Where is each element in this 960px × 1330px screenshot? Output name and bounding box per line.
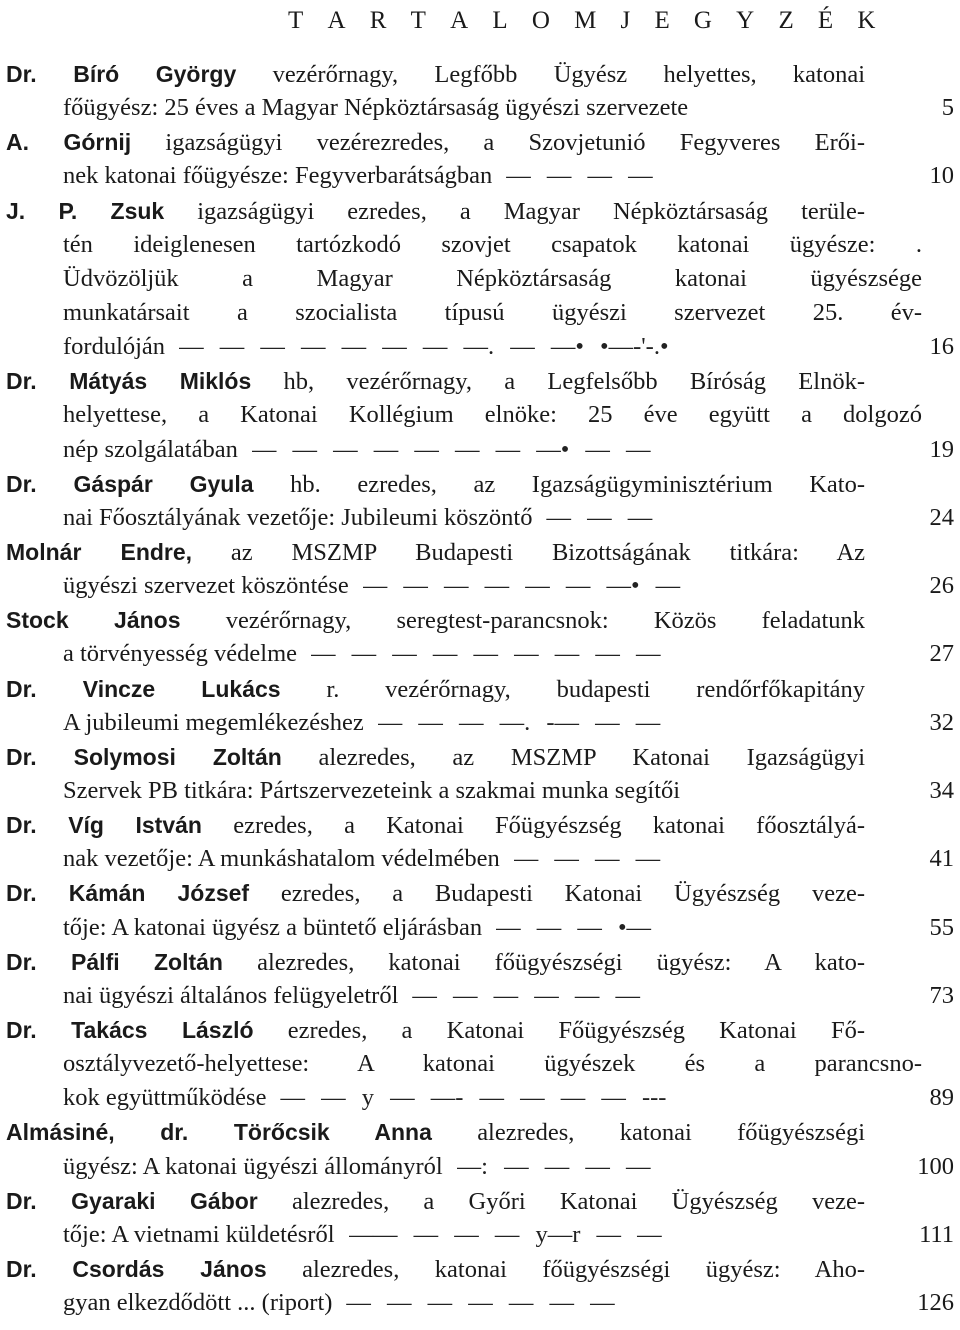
toc-entry [0,808,960,876]
toc-entry [0,364,960,466]
toc-entry [0,194,960,365]
toc-entry-leader: — — — — [513,845,661,873]
toc-entry-leader: — — — — — — — — — [311,640,661,668]
toc-entry [0,876,960,944]
toc-entry-text: igazságügyi vezérezredes, a Szovjetunió Fegyveres Erői- [165,129,865,157]
toc-entry-line [0,57,865,91]
toc-entry-page-number: 27 [929,640,954,668]
toc-entry-text: r. vezérőrnagy, budapesti rendőrfőkapitány [326,675,865,703]
toc-entry-text: nai ügyészi általános felügyeletről [63,981,399,1009]
toc-entry-line [0,467,865,501]
toc-entry-leader: —— — — — y—r — — [348,1220,662,1248]
toc-entry-author: Dr. Pálfi Zoltán [6,948,223,975]
toc-entry-line [0,637,960,671]
toc-entry-text: alezredes, katonai főügyészségi ügyész: A kato- [257,948,865,976]
toc-entry-line [0,945,865,979]
toc-entry-leader: — — y — —- — — — — --- [280,1084,667,1112]
toc-entry-line [0,1286,960,1320]
toc-entry-author: Dr. Takács László [6,1016,254,1043]
toc-entry-text: fordulóján [63,333,166,361]
toc-entry-line [0,364,865,398]
toc-entry-line [0,740,865,774]
toc-entry-line [0,1115,865,1149]
toc-entry-text: nak vezetője: A munkáshatalom védelmében [63,845,500,873]
toc-entry-text: a törvényesség védelme [63,640,298,668]
toc-entry-leader: — — — — — — — —. — —• •—-'-.• [179,333,669,361]
toc-entry-line [0,501,960,535]
toc-entry-author: Almásiné, dr. Törőcsik Anna [6,1119,432,1146]
toc-entry-line [0,159,960,193]
toc-entry-line [0,330,960,364]
toc-entry-text: az MSZMP Budapesti Bizottságának titkára: Az [230,538,865,566]
toc-entry-line [0,262,922,296]
toc-entry-leader: — — — — [506,162,653,190]
toc-entry-text: Szervek PB titkára: Pártszervezeteink a szakmai munka segítői [63,776,681,804]
toc-entry [0,740,960,808]
page-title: T A R T A L O M J E G Y Z É K [288,7,886,34]
toc-entry-text: tője: A katonai ügyész a büntető eljárásban [63,913,483,941]
toc-entry-author: Dr. Mátyás Miklós [6,368,252,395]
toc-entry-text: nek katonai főügyésze: Fegyverbarátságban [63,162,493,190]
toc-entry-text: vezérőrnagy, Legfőbb Ügyész helyettes, katonai [272,61,865,88]
toc-entry-text: ezredes, a Budapesti Katonai Ügyészség veze- [280,880,865,908]
toc-entry-page-number: 89 [929,1084,954,1112]
toc-entry [0,603,960,671]
toc-entry-text: ezredes, a Katonai Főügyészség katonai főosztályá- [233,812,865,840]
toc-entry-text: vezérőrnagy, seregtest-parancsnok: Közös feladatunk [225,607,865,635]
toc-entry [0,1252,960,1320]
toc-entry-text: főügyész: 25 éves a Magyar Népköztársaság ügyészi szervezete [63,94,689,122]
toc-entry-line [0,398,922,432]
toc-entry-line [0,672,865,706]
toc-entry [0,125,960,193]
toc-entry-page-number: 55 [929,913,954,941]
toc-entry-line [0,774,960,808]
toc-entry-text: ügyészi szervezet köszöntése [63,572,349,600]
toc-entry-leader: — — — — — — [412,981,641,1009]
toc-entry [0,1013,960,1115]
toc-entry-text: hb. ezredes, az Igazságügyminisztérium Kato- [290,470,865,498]
toc-entry-text: alezredes, a Győri Katonai Ügyészség veze- [291,1187,865,1215]
toc-entry-page-number: 41 [929,845,954,873]
toc-entry-leader: — — — — — — —• — [362,572,681,600]
toc-entry-text: tén ideiglenesen tartózkodó szovjet csapatok katonai ügyésze: . [63,230,922,258]
toc-entry-leader: —: — — — — [456,1152,651,1180]
toc-entry [0,1115,960,1183]
toc-entry-text: alezredes, katonai főügyészségi ügyész: Aho- [302,1255,865,1283]
toc-entry-author: Dr. Vincze Lukács [6,675,281,702]
toc-entry-text: Üdvözöljük a Magyar Népköztársaság katonai ügyészsége [63,264,922,292]
toc-entry-page-number: 126 [917,1289,954,1317]
toc-entry-line [0,1184,865,1218]
toc-entry-text: hb, vezérőrnagy, a Legfelsőbb Bíróság Elnök- [283,368,865,396]
toc-entry-text: gyan elkezdődött ... (riport) [63,1289,333,1317]
toc-entry [0,535,960,603]
toc-entry-author: J. P. Zsuk [6,197,165,224]
toc-entry-page-number: 19 [929,435,954,463]
toc-entry-line [0,535,865,569]
toc-entry [0,57,960,125]
toc-entry-page-number: 16 [929,333,954,361]
toc-entry-line [0,1218,960,1252]
toc-entry [0,1184,960,1252]
toc-entry-text: tője: A vietnami küldetésről [63,1220,335,1248]
toc-entry-page-number: 73 [929,981,954,1009]
toc-entry-text: kok együttműködése [63,1084,267,1112]
toc-entry-leader: — — — [546,503,653,531]
toc-entry-leader: — — — •— [496,913,652,941]
toc-entry [0,945,960,1013]
toc-entry-leader: — — — — — — — [346,1289,615,1317]
toc-entry-text: helyettese, a Katonai Kollégium elnöke: 25 éve együtt a dolgozó [63,401,922,429]
toc-entry-author: Dr. Gáspár Gyula [6,470,254,497]
toc-entry-author: Dr. Gyaraki Gábor [6,1187,258,1214]
toc-entry-author: Dr. Víg István [6,812,202,839]
toc-entry-line [0,125,865,159]
toc-entry-author: Molnár Endre, [6,538,193,565]
toc-entry-text: A jubileumi megemlékezéshez [63,708,364,736]
toc-entry-line [0,1013,865,1047]
toc-entry-text: nép szolgálatában [63,435,238,463]
toc-entry-page-number: 26 [929,572,954,600]
toc-entry-line [0,569,960,603]
toc-entry-page-number: 24 [929,503,954,531]
toc-entry-author: Dr. Csordás János [6,1255,267,1282]
toc-entry-author: Dr. Bíró György [6,61,237,87]
toc-entry-line [0,706,960,740]
toc-entry-author: A. Górnij [6,129,132,156]
toc-entry [0,467,960,535]
toc-entry-line [0,1047,922,1081]
toc-entry-leader: — — — —. -— — — [377,708,661,736]
toc-entry-line [0,842,960,876]
toc-entry-line [0,296,922,330]
toc-entry-line [0,228,922,262]
toc-entry-line [0,433,960,467]
toc-entry-text: munkatársait a szocialista típusú ügyészi szervezet 25. év- [63,298,922,326]
toc-entry-line [0,876,865,910]
toc-entry-author: Dr. Solymosi Zoltán [6,743,282,770]
toc-entry-page-number: 34 [929,776,954,804]
toc-entry-line [0,91,960,125]
toc-entry-page-number: 5 [941,94,954,122]
toc-entry-author: Stock János [6,607,181,634]
toc-entry-line [0,911,960,945]
toc-list [0,57,960,1320]
toc-entry-line [0,1150,960,1184]
toc-entry-line [0,603,865,637]
toc-entry-line [0,979,960,1013]
toc-entry-leader: — — — — — — — —• — — [251,435,651,463]
toc-entry-line [0,1081,960,1115]
toc-entry-text: igazságügyi ezredes, a Magyar Népköztársaság terüle- [197,197,865,225]
toc-entry-page-number: 111 [919,1220,954,1248]
toc-entry-text: alezredes, katonai főügyészségi [477,1119,865,1147]
toc-entry-text: nai Főosztályának vezetője: Jubileumi köszöntő [63,503,533,531]
toc-entry-text: osztályvezető-helyettese: A katonai ügyészek és a parancsno- [63,1050,922,1078]
toc-entry-text: ezredes, a Katonai Főügyészség Katonai Fő- [287,1016,865,1044]
toc-entry-text: alezredes, az MSZMP Katonai Igazságügyi [318,743,865,771]
toc-entry-author: Dr. Kámán József [6,880,250,907]
toc-entry-line [0,194,865,228]
toc-entry-text: ügyész: A katonai ügyészi állományról [63,1152,443,1180]
toc-entry-page-number: 10 [929,162,954,190]
toc-entry [0,672,960,740]
toc-entry-page-number: 100 [917,1152,954,1180]
toc-entry-page-number: 32 [929,708,954,736]
toc-entry-line [0,808,865,842]
toc-entry-line [0,1252,865,1286]
